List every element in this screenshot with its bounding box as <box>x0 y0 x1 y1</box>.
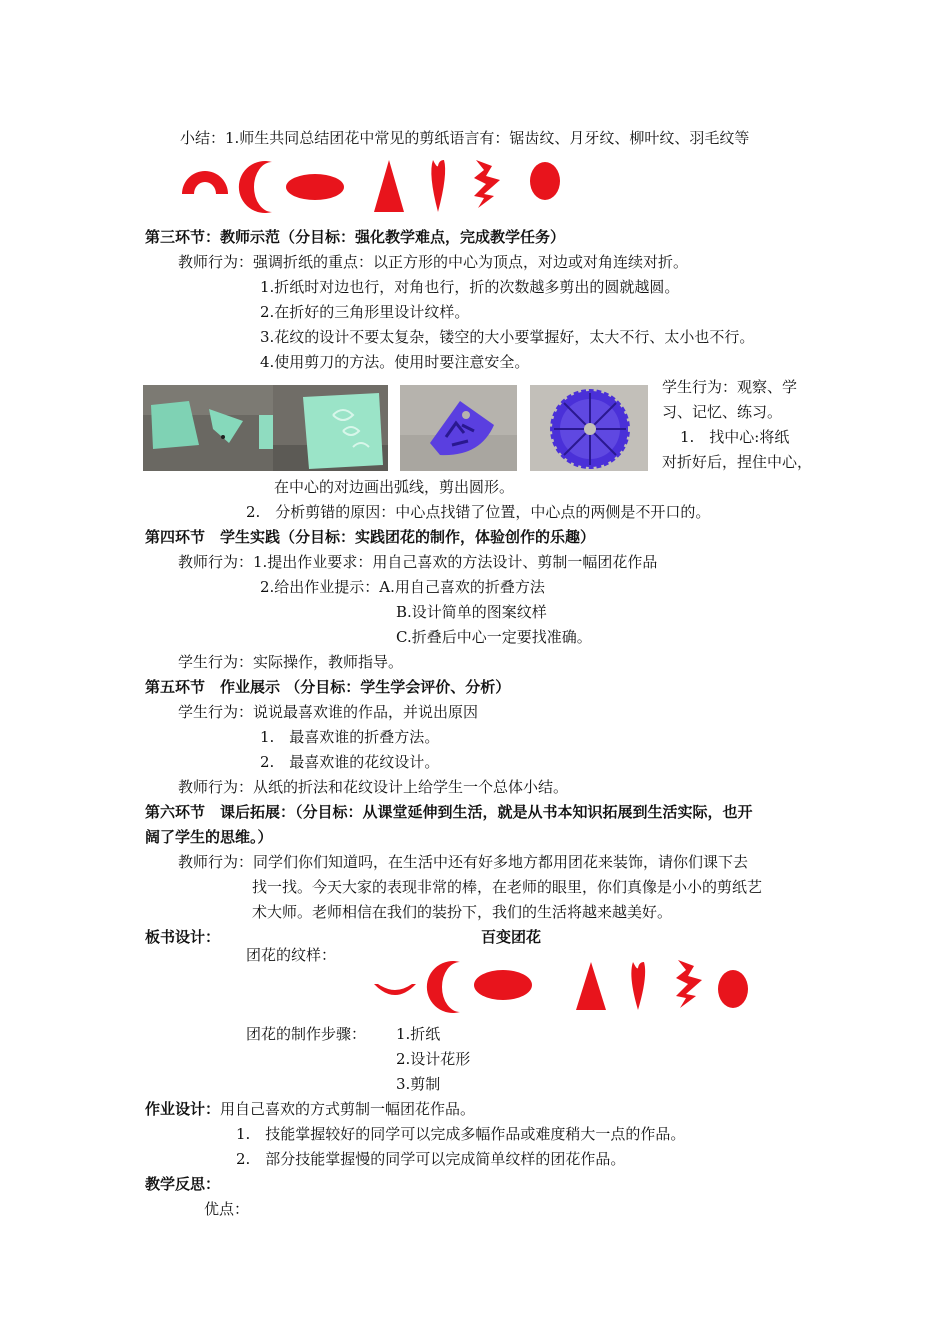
oval-shape-icon <box>528 160 562 202</box>
smile-shape-icon <box>372 980 418 1000</box>
summary-line: 小结：1.师生共同总结团花中常见的剪纸语言有：锯齿纹、月牙纹、柳叶纹、羽毛纹等 <box>180 129 750 147</box>
ellipse-shape-icon-2 <box>472 968 534 1002</box>
section-6-teacher-2: 找一找。今天大家的表现非常的棒，在老师的眼里，你们真像是小小的剪纸艺 <box>252 878 763 896</box>
section-3-item-4: 4.使用剪刀的方法。使用时要注意安全。 <box>260 353 530 371</box>
oval-shape-icon-2 <box>716 968 750 1010</box>
crescent-shape-icon <box>242 160 276 214</box>
crescent-shape-icon-2 <box>430 960 464 1014</box>
section-3-find-center-1: 1. 找中心:将纸 <box>680 428 790 446</box>
section-3-item-1: 1.折纸时对边也行，对角也行，折的次数越多剪出的圆就越圆。 <box>260 278 680 296</box>
photo-folding-2 <box>273 385 388 471</box>
section-4-teacher: 教师行为：1.提出作业要求：用自己喜欢的方法设计、剪制一幅团花作品 <box>178 553 658 571</box>
section-3-student-1: 学生行为：观察、学 <box>662 378 798 396</box>
board-step-3: 3.剪制 <box>396 1075 441 1093</box>
section-3-teacher: 教师行为：强调折纸的重点：以正方形的中心为顶点，对边或对角连续对折。 <box>178 253 689 271</box>
section-6-teacher-1: 教师行为：同学们你们知道吗，在生活中还有好多地方都用团花来装饰，请你们课下去 <box>178 853 749 871</box>
triangle-shape-icon <box>372 158 406 214</box>
section-6-heading-2: 阔了学生的思维。） <box>145 828 273 846</box>
section-3-item-3: 3.花纹的设计不要太复杂，镂空的大小要掌握好，太大不行、太小也不行。 <box>260 328 755 346</box>
section-3-item-2: 2.在折好的三角形里设计纹样。 <box>260 303 470 321</box>
lightning-shape-icon-2 <box>674 958 708 1010</box>
section-6-heading-1: 第六环节 课后拓展：（分目标：从课堂延伸到生活，就是从书本知识拓展到生活实际，也开 <box>145 803 753 821</box>
board-patterns-label: 团花的纹样： <box>246 946 337 964</box>
section-3-heading: 第三环节：教师示范（分目标：强化教学难点，完成教学任务） <box>145 228 566 246</box>
homework-label: 作业设计： <box>145 1100 221 1118</box>
arch-shape-icon <box>180 164 230 196</box>
section-5-item-1: 1. 最喜欢谁的折叠方法。 <box>260 728 440 746</box>
homework-item-1: 1. 技能掌握较好的同学可以完成多幅作品或难度稍大一点的作品。 <box>236 1125 686 1143</box>
photo-folding-1 <box>143 385 273 471</box>
section-4-heading: 第四环节 学生实践（分目标：实践团花的制作，体验创作的乐趣） <box>145 528 596 546</box>
triangle-shape-icon-2 <box>574 960 608 1012</box>
lightning-shape-icon <box>472 158 504 210</box>
section-3-find-center-3: 在中心的对边画出弧线，剪出圆形。 <box>274 478 515 496</box>
board-steps-label: 团花的制作步骤： <box>246 1025 367 1043</box>
board-label: 板书设计： <box>145 928 221 946</box>
section-5-student: 学生行为：说说最喜欢谁的作品，并说出原因 <box>178 703 479 721</box>
section-3-find-center-2: 对折好后，捏住中心， <box>662 453 813 471</box>
section-4-hint: 2.给出作业提示：A.用自己喜欢的折叠方法 <box>260 578 545 596</box>
section-5-teacher: 教师行为：从纸的折法和花纹设计上给学生一个总体小结。 <box>178 778 569 796</box>
reflection-pros: 优点： <box>204 1200 250 1218</box>
photo-cut-fan <box>400 385 517 471</box>
reflection-label: 教学反思： <box>145 1175 221 1193</box>
leaf-shape-icon-2 <box>628 960 648 1012</box>
section-3-analyze: 2. 分析剪错的原因：中心点找错了位置，中心点的两侧是不开口的。 <box>246 503 711 521</box>
section-4-hint-b: B.设计简单的图案纹样 <box>396 603 547 621</box>
board-step-1: 1.折纸 <box>396 1025 441 1043</box>
ellipse-shape-icon <box>284 172 346 202</box>
section-5-item-2: 2. 最喜欢谁的花纹设计。 <box>260 753 440 771</box>
board-title: 百变团花 <box>481 928 542 946</box>
section-5-heading: 第五环节 作业展示 （分目标：学生学会评价、分析） <box>145 678 511 696</box>
homework-text: 用自己喜欢的方式剪制一幅团花作品。 <box>220 1100 476 1118</box>
arch-path <box>182 171 228 194</box>
section-4-student: 学生行为：实际操作，教师指导。 <box>178 653 404 671</box>
homework-line <box>145 1099 475 1119</box>
board-step-2: 2.设计花形 <box>396 1050 471 1068</box>
section-4-hint-c: C.折叠后中心一定要找准确。 <box>396 628 592 646</box>
section-3-student-2: 习、记忆、练习。 <box>662 403 783 421</box>
homework-item-2: 2. 部分技能掌握慢的同学可以完成简单纹样的团花作品。 <box>236 1150 626 1168</box>
photo-paper-flower <box>530 385 648 471</box>
section-6-teacher-3: 术大师。老师相信在我们的装扮下，我们的生活将越来越美好。 <box>252 903 673 921</box>
leaf-shape-icon <box>428 158 448 214</box>
